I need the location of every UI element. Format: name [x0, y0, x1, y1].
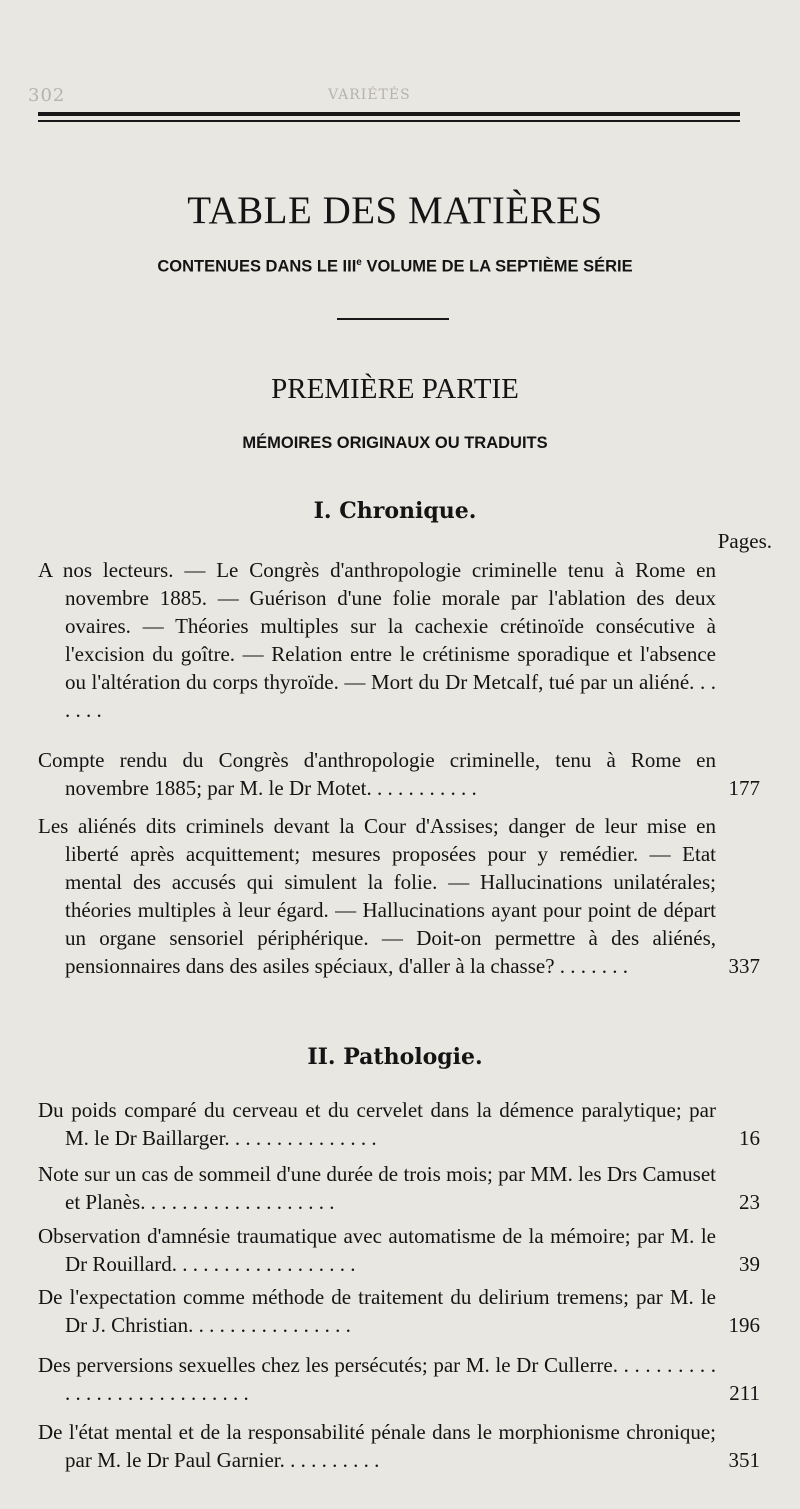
- header-rule-thin: [38, 120, 740, 122]
- toc-entry-page: 196: [728, 1313, 760, 1337]
- toc-entry-text: A nos lecteurs. — Le Congrès d'anthropologie criminelle tenu à Rome en novembre 1885. — Guérison d'une folie morale par l'ablation des deux ovaires. — Théories multiples sur la cachexie crétinoïde consécutive à l'excision du goître. — Relation entre le crétinisme sporadique et l'absence ou l'altération du corps thyroïde. — Mort du Dr Metcalf, tué par un aliéné. . . . . . .: [38, 558, 716, 722]
- toc-entry-page: 211: [729, 1381, 760, 1405]
- toc-entry-page: 351: [728, 1448, 760, 1472]
- section-title-pathologie: II. Pathologie.: [307, 1044, 483, 1070]
- toc-entry-page: 16: [739, 1126, 760, 1150]
- toc-entry[interactable]: [38, 1096, 760, 1152]
- toc-entry-text: Observation d'amnésie traumatique avec automatisme de la mémoire; par M. le Dr Rouillard. . . . . . . . . . . . . . . . . .: [38, 1224, 716, 1276]
- toc-entry-text: Note sur un cas de sommeil d'une durée de trois mois; par MM. les Drs Camuset et Planès. . . . . . . . . . . . . . . . . . .: [38, 1162, 716, 1214]
- toc-entry[interactable]: [38, 1283, 760, 1339]
- bleed-running-head: VARIÉTÉS: [328, 87, 411, 103]
- toc-entry-page: 177: [728, 776, 760, 800]
- toc-entry-text: Des perversions sexuelles chez les persécutés; par M. le Dr Cullerre. . . . . . . . . . . . . . . . . . . . . . . . . . . .: [38, 1353, 716, 1405]
- toc-entry[interactable]: [38, 1160, 760, 1216]
- toc-entry-text: Compte rendu du Congrès d'anthropologie criminelle, tenu à Rome en novembre 1885; par M. le Dr Motet. . . . . . . . . . .: [38, 748, 716, 800]
- toc-entry[interactable]: [38, 556, 760, 724]
- title-separator: [337, 318, 449, 320]
- toc-entry-text: De l'état mental et de la responsabilité pénale dans le morphionisme chronique; par M. le Dr Paul Garnier. . . . . . . . . .: [38, 1420, 716, 1472]
- bleed-page-number: 302: [28, 85, 66, 106]
- toc-entry-text: Les aliénés dits criminels devant la Cour d'Assises; danger de leur mise en liberté après acquittement; mesures proposées pour y remédier. — Etat mental des accusés qui simulent la folie. — Hallucinations unilatérales; théories multiples à leur égard. — Hallucinations ayant pour point de départ un organe sensoriel périphérique. — Doit-on permettre à des aliénés, pensionnaires dans des asiles spéciaux, d'aller à la chasse? . . . . . . .: [38, 814, 716, 978]
- toc-entry[interactable]: [38, 1351, 760, 1407]
- part-subtitle: MÉMOIRES ORIGINAUX OU TRADUITS: [242, 434, 548, 452]
- toc-entry-page: 39: [739, 1252, 760, 1276]
- toc-entry[interactable]: [38, 1222, 760, 1278]
- toc-entry-page: 23: [739, 1190, 760, 1214]
- part-title: PREMIÈRE PARTIE: [271, 373, 519, 405]
- page-title: TABLE DES MATIÈRES: [187, 189, 603, 232]
- toc-entry[interactable]: [38, 1418, 760, 1474]
- pages-column-label: Pages.: [717, 529, 772, 553]
- toc-entry-text: Du poids comparé du cerveau et du cervelet dans la démence paralytique; par M. le Dr Baillarger. . . . . . . . . . . . . . .: [38, 1098, 716, 1150]
- page-subtitle: CONTENUES DANS LE IIIe VOLUME DE LA SEPTIÈME SÉRIE: [157, 257, 633, 276]
- toc-entry-text: De l'expectation comme méthode de traitement du delirium tremens; par M. le Dr J. Christian. . . . . . . . . . . . . . . .: [38, 1285, 716, 1337]
- toc-entry-page: 337: [728, 954, 760, 978]
- toc-entry[interactable]: [38, 812, 760, 980]
- header-rule-thick: [38, 112, 740, 116]
- toc-entry[interactable]: [38, 746, 760, 802]
- section-title-chronique: I. Chronique.: [313, 498, 477, 524]
